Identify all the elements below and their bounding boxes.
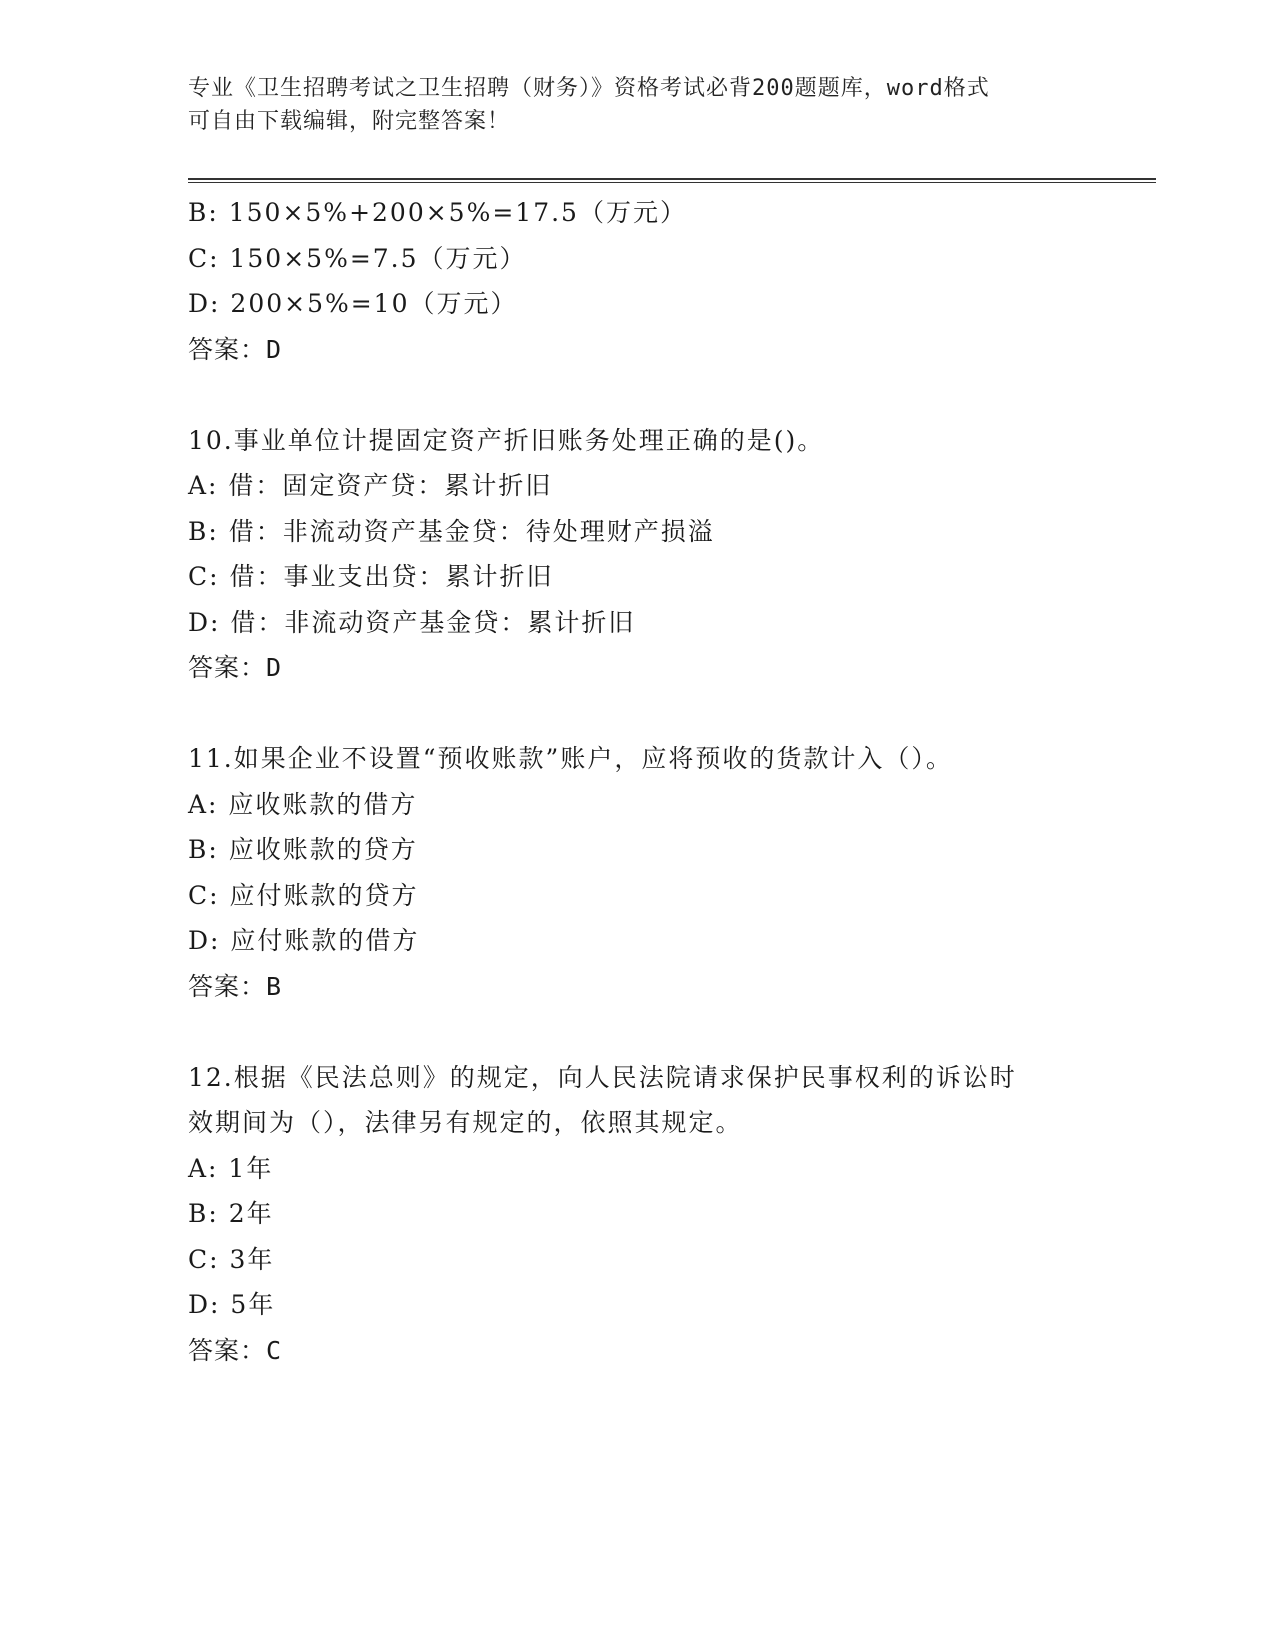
option-d: D: 应付账款的借方	[188, 926, 420, 955]
option-a: A: 借：固定资产贷：累计折旧	[188, 471, 553, 500]
option-d: D: 借：非流动资产基金贷：累计折旧	[188, 607, 636, 637]
question-block-11	[188, 736, 1156, 1009]
option-c: C: 应付账款的贷方	[188, 880, 419, 910]
question-block-10	[188, 418, 1156, 691]
option-d: D: 200×5%=10（万元）	[188, 289, 518, 318]
option-c: C: 150×5%=7.5（万元）	[188, 243, 527, 273]
question-block-prev	[188, 190, 1156, 372]
question-stem-line-1: 12.根据《民法总则》的规定，向人民法院请求保护民事权利的诉讼时	[188, 1062, 1017, 1092]
answer-line: 答案：D	[188, 653, 283, 682]
option-b: B: 应收账款的贷方	[188, 835, 418, 864]
question-stem-line-2: 效期间为（），法律另有规定的，依照其规定。	[188, 1108, 743, 1137]
option-a: A: 应收账款的借方	[188, 789, 418, 819]
question-stem: 11.如果企业不设置“预收账款”账户，应将预收的货款计入（）。	[188, 744, 953, 773]
option-b: B: 150×5%+200×5%=17.5（万元）	[188, 198, 687, 227]
question-stem: 10.事业单位计提固定资产折旧账务处理正确的是()。	[188, 425, 825, 455]
question-list	[188, 190, 1156, 1373]
answer-line: 答案：C	[188, 1335, 283, 1365]
answer-line: 答案：D	[188, 334, 283, 364]
question-block-12	[188, 1055, 1156, 1374]
spacer	[188, 1009, 1156, 1055]
header-title-line-1: 专业《卫生招聘考试之卫生招聘（财务）》资格考试必背200题题库，word格式	[188, 76, 990, 101]
header-divider	[188, 178, 1156, 183]
option-c: C: 3年	[188, 1244, 275, 1274]
option-b: B: 借：非流动资产基金贷：待处理财产损溢	[188, 516, 715, 546]
option-a: A: 1年	[188, 1153, 274, 1183]
spacer	[188, 372, 1156, 418]
header-title-line-2: 可自由下载编辑，附完整答案！	[188, 109, 511, 134]
option-c: C: 借：事业支出贷：累计折旧	[188, 562, 554, 591]
spacer	[188, 691, 1156, 737]
document-header	[188, 72, 1068, 138]
answer-line: 答案：B	[188, 971, 283, 1001]
option-b: B: 2年	[188, 1199, 274, 1228]
option-d: D: 5年	[188, 1290, 276, 1319]
